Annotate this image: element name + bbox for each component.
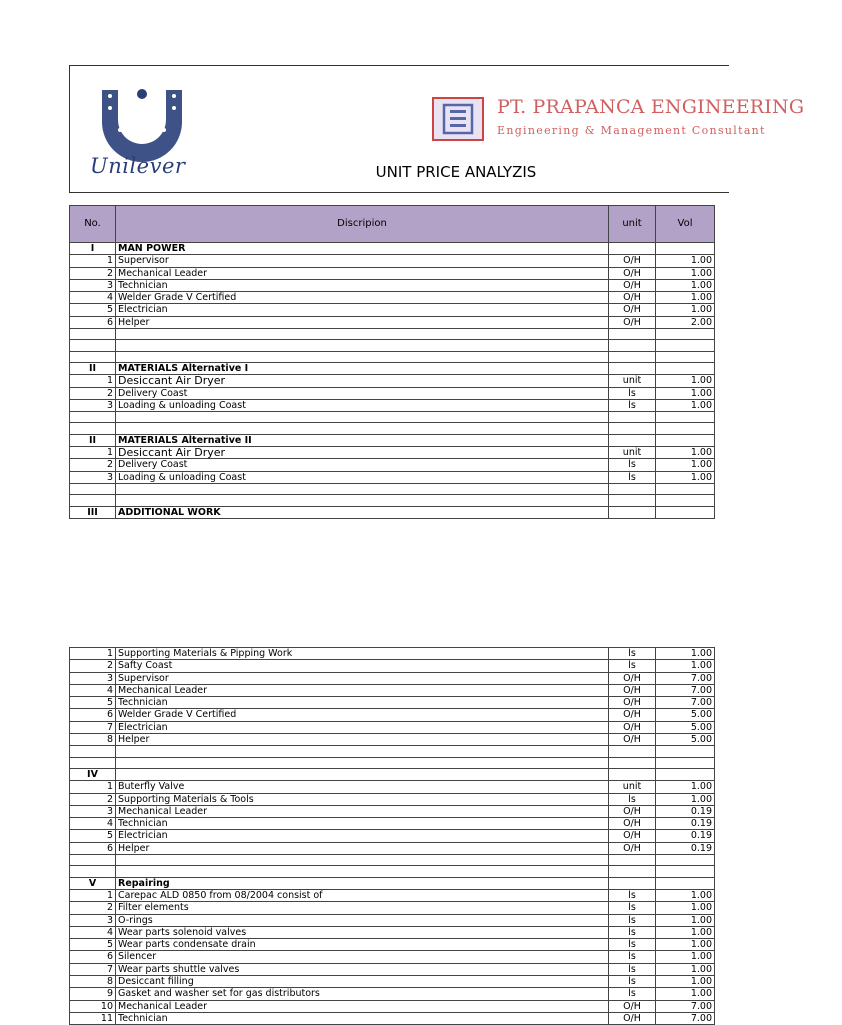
row-volume: 1.00	[656, 387, 715, 399]
row-unit	[609, 423, 656, 434]
row-description: Filter elements	[116, 902, 609, 914]
table-row	[70, 387, 715, 399]
row-unit	[609, 351, 656, 362]
row-description: Carepac ALD 0850 from 08/2004 consist of	[116, 889, 609, 901]
table-row	[70, 976, 715, 988]
row-description	[116, 866, 609, 877]
row-unit: O/H	[609, 255, 656, 267]
row-number: 7	[70, 963, 116, 975]
table-row	[70, 914, 715, 926]
row-unit	[609, 746, 656, 757]
table-row	[70, 963, 715, 975]
row-number: 5	[70, 697, 116, 709]
row-number	[70, 483, 116, 494]
table-row	[70, 866, 715, 877]
row-unit: unit	[609, 447, 656, 459]
row-unit: O/H	[609, 672, 656, 684]
row-number: 6	[70, 709, 116, 721]
table-row	[70, 362, 715, 374]
row-volume: 5.00	[656, 734, 715, 746]
row-number: 2	[70, 902, 116, 914]
document-header	[69, 65, 805, 193]
row-description	[116, 329, 609, 340]
row-unit: O/H	[609, 721, 656, 733]
table-row	[70, 757, 715, 768]
row-unit: ls	[609, 648, 656, 660]
row-description: Electrician	[116, 304, 609, 316]
price-table-bottom	[69, 647, 715, 1025]
row-volume	[656, 757, 715, 768]
table-row	[70, 951, 715, 963]
row-volume: 2.00	[656, 316, 715, 328]
table-row	[70, 506, 715, 518]
row-volume: 1.00	[656, 951, 715, 963]
table-row	[70, 660, 715, 672]
row-description: Desiccant filling	[116, 976, 609, 988]
row-unit	[609, 362, 656, 374]
price-table-top	[69, 205, 715, 519]
unilever-wordmark: Unilever	[90, 154, 186, 178]
table-row	[70, 988, 715, 1000]
table-row	[70, 926, 715, 938]
row-unit	[609, 412, 656, 423]
row-number	[70, 340, 116, 351]
row-number: 6	[70, 951, 116, 963]
row-unit: ls	[609, 926, 656, 938]
row-volume: 1.00	[656, 267, 715, 279]
row-unit: ls	[609, 914, 656, 926]
row-number: 2	[70, 660, 116, 672]
row-number: 2	[70, 267, 116, 279]
row-volume	[656, 495, 715, 506]
table-row	[70, 423, 715, 434]
row-unit: ls	[609, 660, 656, 672]
row-number: 3	[70, 471, 116, 483]
row-unit: ls	[609, 951, 656, 963]
row-number: 10	[70, 1000, 116, 1012]
row-volume	[656, 768, 715, 780]
row-description: O-rings	[116, 914, 609, 926]
row-unit: O/H	[609, 709, 656, 721]
row-unit: ls	[609, 793, 656, 805]
table-row	[70, 842, 715, 854]
table-row	[70, 805, 715, 817]
row-volume: 1.00	[656, 447, 715, 459]
row-description: Wear parts solenoid valves	[116, 926, 609, 938]
row-volume: 5.00	[656, 709, 715, 721]
row-unit: ls	[609, 963, 656, 975]
row-description: MATERIALS Alternative II	[116, 434, 609, 446]
table-row	[70, 255, 715, 267]
row-unit: ls	[609, 988, 656, 1000]
row-unit: ls	[609, 939, 656, 951]
table-row	[70, 412, 715, 423]
row-number: 4	[70, 818, 116, 830]
row-description: Helper	[116, 842, 609, 854]
row-description: Gasket and washer set for gas distributors	[116, 988, 609, 1000]
row-number	[70, 412, 116, 423]
row-description: Wear parts condensate drain	[116, 939, 609, 951]
row-number: 3	[70, 399, 116, 411]
row-description: Mechanical Leader	[116, 684, 609, 696]
table-row	[70, 781, 715, 793]
table-row	[70, 304, 715, 316]
row-number: 2	[70, 387, 116, 399]
header-description: Discripion	[116, 206, 609, 243]
row-volume	[656, 412, 715, 423]
row-unit: ls	[609, 459, 656, 471]
row-volume: 1.00	[656, 292, 715, 304]
row-unit: ls	[609, 387, 656, 399]
row-description: Helper	[116, 316, 609, 328]
table-section-bottom	[0, 647, 768, 1024]
row-description	[116, 423, 609, 434]
row-description: Delivery Coast	[116, 459, 609, 471]
row-unit	[609, 877, 656, 889]
row-number: II	[70, 434, 116, 446]
row-unit	[609, 757, 656, 768]
row-description	[116, 746, 609, 757]
table-header-row	[70, 206, 715, 243]
row-number: 9	[70, 988, 116, 1000]
row-unit: unit	[609, 781, 656, 793]
table-row	[70, 818, 715, 830]
row-volume: 1.00	[656, 988, 715, 1000]
table-row	[70, 459, 715, 471]
row-volume	[656, 329, 715, 340]
table-row	[70, 855, 715, 866]
row-number: 3	[70, 914, 116, 926]
row-volume	[656, 506, 715, 518]
row-description	[116, 412, 609, 423]
row-volume: 1.00	[656, 279, 715, 291]
row-unit	[609, 506, 656, 518]
row-volume: 1.00	[656, 781, 715, 793]
table-row	[70, 697, 715, 709]
table-row	[70, 889, 715, 901]
row-volume	[656, 866, 715, 877]
row-volume	[656, 877, 715, 889]
row-description	[116, 757, 609, 768]
table-row	[70, 793, 715, 805]
row-description: Technician	[116, 697, 609, 709]
row-volume: 7.00	[656, 1012, 715, 1024]
unilever-logo-icon	[96, 86, 188, 150]
row-number: 1	[70, 889, 116, 901]
row-description: MAN POWER	[116, 243, 609, 255]
row-number	[70, 351, 116, 362]
row-number: 1	[70, 781, 116, 793]
table-row	[70, 721, 715, 733]
row-volume: 0.19	[656, 842, 715, 854]
row-unit	[609, 329, 656, 340]
table-row	[70, 768, 715, 780]
row-description: Loading & unloading Coast	[116, 471, 609, 483]
row-description: MATERIALS Alternative I	[116, 362, 609, 374]
table-row	[70, 243, 715, 255]
table-row	[70, 434, 715, 446]
row-description: Desiccant Air Dryer	[116, 447, 609, 459]
row-volume: 1.00	[656, 660, 715, 672]
row-number: 4	[70, 684, 116, 696]
row-volume	[656, 351, 715, 362]
row-volume: 1.00	[656, 914, 715, 926]
row-description: Supervisor	[116, 255, 609, 267]
row-volume: 7.00	[656, 697, 715, 709]
row-number	[70, 423, 116, 434]
row-number: 5	[70, 304, 116, 316]
row-description: Supervisor	[116, 672, 609, 684]
row-description: Supporting Materials & Tools	[116, 793, 609, 805]
row-description: Welder Grade V Certified	[116, 292, 609, 304]
row-description: Welder Grade V Certified	[116, 709, 609, 721]
row-unit	[609, 434, 656, 446]
header-vol: Vol	[656, 206, 715, 243]
row-volume: 1.00	[656, 399, 715, 411]
row-description: Buterfly Valve	[116, 781, 609, 793]
row-volume: 7.00	[656, 684, 715, 696]
row-number: 7	[70, 721, 116, 733]
row-unit: ls	[609, 976, 656, 988]
table-row	[70, 672, 715, 684]
row-volume: 1.00	[656, 926, 715, 938]
row-volume	[656, 423, 715, 434]
table-row	[70, 471, 715, 483]
row-volume: 1.00	[656, 793, 715, 805]
row-unit: O/H	[609, 684, 656, 696]
table-row	[70, 375, 715, 387]
row-number: III	[70, 506, 116, 518]
row-unit	[609, 243, 656, 255]
row-number: 2	[70, 793, 116, 805]
row-volume: 1.00	[656, 304, 715, 316]
row-unit	[609, 495, 656, 506]
row-unit	[609, 483, 656, 494]
row-description: Desiccant Air Dryer	[116, 375, 609, 387]
row-volume: 7.00	[656, 672, 715, 684]
row-description: ADDITIONAL WORK	[116, 506, 609, 518]
header-unit: unit	[609, 206, 656, 243]
row-unit	[609, 340, 656, 351]
row-unit: O/H	[609, 697, 656, 709]
row-number: 11	[70, 1012, 116, 1024]
table-row	[70, 340, 715, 351]
row-description: Mechanical Leader	[116, 805, 609, 817]
row-volume: 0.19	[656, 818, 715, 830]
row-number: 6	[70, 842, 116, 854]
row-volume: 1.00	[656, 902, 715, 914]
row-unit: unit	[609, 375, 656, 387]
row-number	[70, 495, 116, 506]
row-description: Technician	[116, 279, 609, 291]
row-number: 5	[70, 830, 116, 842]
row-description: Mechanical Leader	[116, 267, 609, 279]
row-description: Loading & unloading Coast	[116, 399, 609, 411]
row-description	[116, 495, 609, 506]
row-description: Wear parts shuttle valves	[116, 963, 609, 975]
row-number	[70, 866, 116, 877]
row-number: V	[70, 877, 116, 889]
row-unit: O/H	[609, 304, 656, 316]
row-unit: O/H	[609, 842, 656, 854]
row-volume: 1.00	[656, 459, 715, 471]
row-volume	[656, 483, 715, 494]
table-row	[70, 902, 715, 914]
row-number	[70, 757, 116, 768]
row-number: IV	[70, 768, 116, 780]
table-row	[70, 648, 715, 660]
row-number: 1	[70, 648, 116, 660]
table-row	[70, 1012, 715, 1024]
row-unit: O/H	[609, 267, 656, 279]
table-row	[70, 329, 715, 340]
company-tagline: Engineering & Management Consultant	[497, 124, 766, 137]
row-number: I	[70, 243, 116, 255]
row-volume: 1.00	[656, 939, 715, 951]
row-unit: O/H	[609, 734, 656, 746]
row-description: Helper	[116, 734, 609, 746]
table-row	[70, 709, 715, 721]
row-number: 1	[70, 375, 116, 387]
row-unit	[609, 855, 656, 866]
row-volume	[656, 746, 715, 757]
row-volume: 0.19	[656, 805, 715, 817]
row-unit: O/H	[609, 1012, 656, 1024]
row-volume: 1.00	[656, 976, 715, 988]
row-description	[116, 351, 609, 362]
row-unit: ls	[609, 471, 656, 483]
row-description	[116, 768, 609, 780]
table-row	[70, 734, 715, 746]
row-number: 6	[70, 316, 116, 328]
row-number: 1	[70, 447, 116, 459]
row-unit: O/H	[609, 818, 656, 830]
row-volume	[656, 855, 715, 866]
row-volume: 1.00	[656, 471, 715, 483]
company-name: PT. PRAPANCA ENGINEERING	[497, 96, 805, 118]
row-unit: O/H	[609, 1000, 656, 1012]
row-number: 2	[70, 459, 116, 471]
row-volume	[656, 243, 715, 255]
row-description	[116, 483, 609, 494]
row-unit: ls	[609, 902, 656, 914]
table-row	[70, 447, 715, 459]
row-unit	[609, 768, 656, 780]
table-row	[70, 684, 715, 696]
row-unit: O/H	[609, 316, 656, 328]
row-description: Supporting Materials & Pipping Work	[116, 648, 609, 660]
row-description: Technician	[116, 1012, 609, 1024]
row-unit: O/H	[609, 805, 656, 817]
row-description: Safty Coast	[116, 660, 609, 672]
row-volume	[656, 434, 715, 446]
row-volume	[656, 340, 715, 351]
table-row	[70, 1000, 715, 1012]
row-unit: O/H	[609, 292, 656, 304]
row-description: Mechanical Leader	[116, 1000, 609, 1012]
row-description: Technician	[116, 818, 609, 830]
row-number	[70, 855, 116, 866]
row-number: 5	[70, 939, 116, 951]
row-number: II	[70, 362, 116, 374]
row-number	[70, 746, 116, 757]
row-volume: 1.00	[656, 255, 715, 267]
row-unit	[609, 866, 656, 877]
table-row	[70, 279, 715, 291]
row-number: 4	[70, 926, 116, 938]
row-volume: 0.19	[656, 830, 715, 842]
header-no: No.	[70, 206, 116, 243]
row-unit: O/H	[609, 279, 656, 291]
row-number	[70, 329, 116, 340]
row-description: Silencer	[116, 951, 609, 963]
row-volume	[656, 362, 715, 374]
table-row	[70, 316, 715, 328]
row-number: 1	[70, 255, 116, 267]
row-number: 3	[70, 672, 116, 684]
prapanca-logo-icon	[432, 97, 484, 141]
table-section-top	[0, 205, 768, 530]
row-number: 4	[70, 292, 116, 304]
row-description: Repairing	[116, 877, 609, 889]
row-description	[116, 855, 609, 866]
row-number: 8	[70, 734, 116, 746]
row-unit: ls	[609, 889, 656, 901]
table-row	[70, 399, 715, 411]
table-row	[70, 267, 715, 279]
row-number: 3	[70, 805, 116, 817]
table-row	[70, 877, 715, 889]
row-volume: 1.00	[656, 648, 715, 660]
table-row	[70, 292, 715, 304]
row-volume: 1.00	[656, 375, 715, 387]
row-volume: 5.00	[656, 721, 715, 733]
table-row	[70, 746, 715, 757]
row-number: 3	[70, 279, 116, 291]
row-volume: 1.00	[656, 963, 715, 975]
row-unit: ls	[609, 399, 656, 411]
table-row	[70, 351, 715, 362]
row-description: Delivery Coast	[116, 387, 609, 399]
table-row	[70, 483, 715, 494]
row-volume: 1.00	[656, 889, 715, 901]
page-title: UNIT PRICE ANALYZIS	[375, 163, 537, 181]
row-unit: O/H	[609, 830, 656, 842]
table-row	[70, 830, 715, 842]
table-row	[70, 495, 715, 506]
row-volume: 7.00	[656, 1000, 715, 1012]
row-description	[116, 340, 609, 351]
row-number: 8	[70, 976, 116, 988]
table-row	[70, 939, 715, 951]
row-description: Electrician	[116, 830, 609, 842]
row-description: Electrician	[116, 721, 609, 733]
